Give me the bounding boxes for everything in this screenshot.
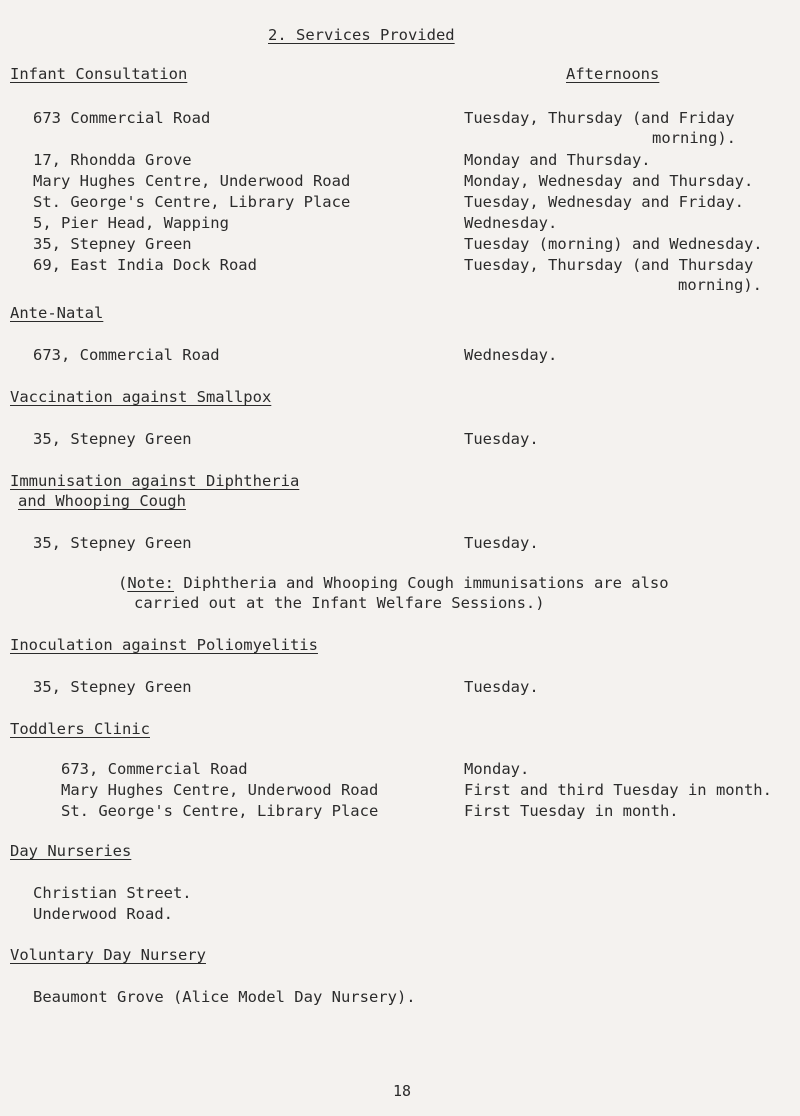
page-title: 2. Services Provided [268, 26, 455, 44]
infant-days: Monday and Thursday. [464, 151, 651, 169]
infant-days: Tuesday, Thursday (and Thursday [464, 256, 754, 274]
section-heading-toddlers: Toddlers Clinic [10, 720, 150, 738]
section-heading-diphtheria-line2: and Whooping Cough [18, 492, 186, 510]
polio-days: Tuesday. [464, 678, 539, 696]
voluntary-item: Beaumont Grove (Alice Model Day Nursery). [33, 988, 416, 1006]
section-heading-day-nurseries: Day Nurseries [10, 842, 132, 860]
day-nursery-item: Underwood Road. [33, 905, 173, 923]
infant-days: Wednesday. [464, 214, 558, 232]
day-nursery-item: Christian Street. [33, 884, 192, 902]
note-label: Note: [127, 574, 175, 592]
note-line2: carried out at the Infant Welfare Sessions.) [134, 594, 545, 612]
column-heading-afternoons: Afternoons [566, 65, 660, 83]
page-number: 18 [393, 1082, 412, 1100]
diphtheria-place: 35, Stepney Green [33, 534, 192, 552]
ante-natal-place: 673, Commercial Road [33, 346, 220, 364]
infant-place: 69, East India Dock Road [33, 256, 257, 274]
infant-place: St. George's Centre, Library Place [33, 193, 351, 211]
infant-place: Mary Hughes Centre, Underwood Road [33, 172, 351, 190]
note [118, 574, 669, 593]
toddlers-days: First and third Tuesday in month. [464, 781, 772, 799]
infant-days-continued: morning). [652, 129, 736, 147]
infant-days-continued: morning). [678, 276, 762, 294]
smallpox-days: Tuesday. [464, 430, 539, 448]
ante-natal-days: Wednesday. [464, 346, 558, 364]
section-heading-polio: Inoculation against Poliomyelitis [10, 636, 318, 654]
polio-place: 35, Stepney Green [33, 678, 192, 696]
infant-days: Tuesday (morning) and Wednesday. [464, 235, 763, 253]
infant-days: Tuesday, Thursday (and Friday [464, 109, 735, 127]
diphtheria-days: Tuesday. [464, 534, 539, 552]
toddlers-place: 673, Commercial Road [61, 760, 248, 778]
infant-place: 17, Rhondda Grove [33, 151, 192, 169]
infant-place: 673 Commercial Road [33, 109, 211, 127]
infant-place: 5, Pier Head, Wapping [33, 214, 229, 232]
note-open-paren: ( [118, 574, 128, 592]
section-heading-infant-consultation: Infant Consultation [10, 65, 188, 83]
note-text: Diphtheria and Whooping Cough immunisations are also [174, 574, 669, 592]
infant-place: 35, Stepney Green [33, 235, 192, 253]
infant-days: Monday, Wednesday and Thursday. [464, 172, 754, 190]
smallpox-place: 35, Stepney Green [33, 430, 192, 448]
infant-days: Tuesday, Wednesday and Friday. [464, 193, 744, 211]
section-heading-ante-natal: Ante-Natal [10, 304, 104, 322]
section-heading-voluntary: Voluntary Day Nursery [10, 946, 206, 964]
section-heading-diphtheria: Immunisation against Diphtheria [10, 472, 300, 490]
toddlers-place: St. George's Centre, Library Place [61, 802, 379, 820]
toddlers-place: Mary Hughes Centre, Underwood Road [61, 781, 379, 799]
section-heading-smallpox: Vaccination against Smallpox [10, 388, 272, 406]
toddlers-days: Monday. [464, 760, 530, 778]
toddlers-days: First Tuesday in month. [464, 802, 679, 820]
